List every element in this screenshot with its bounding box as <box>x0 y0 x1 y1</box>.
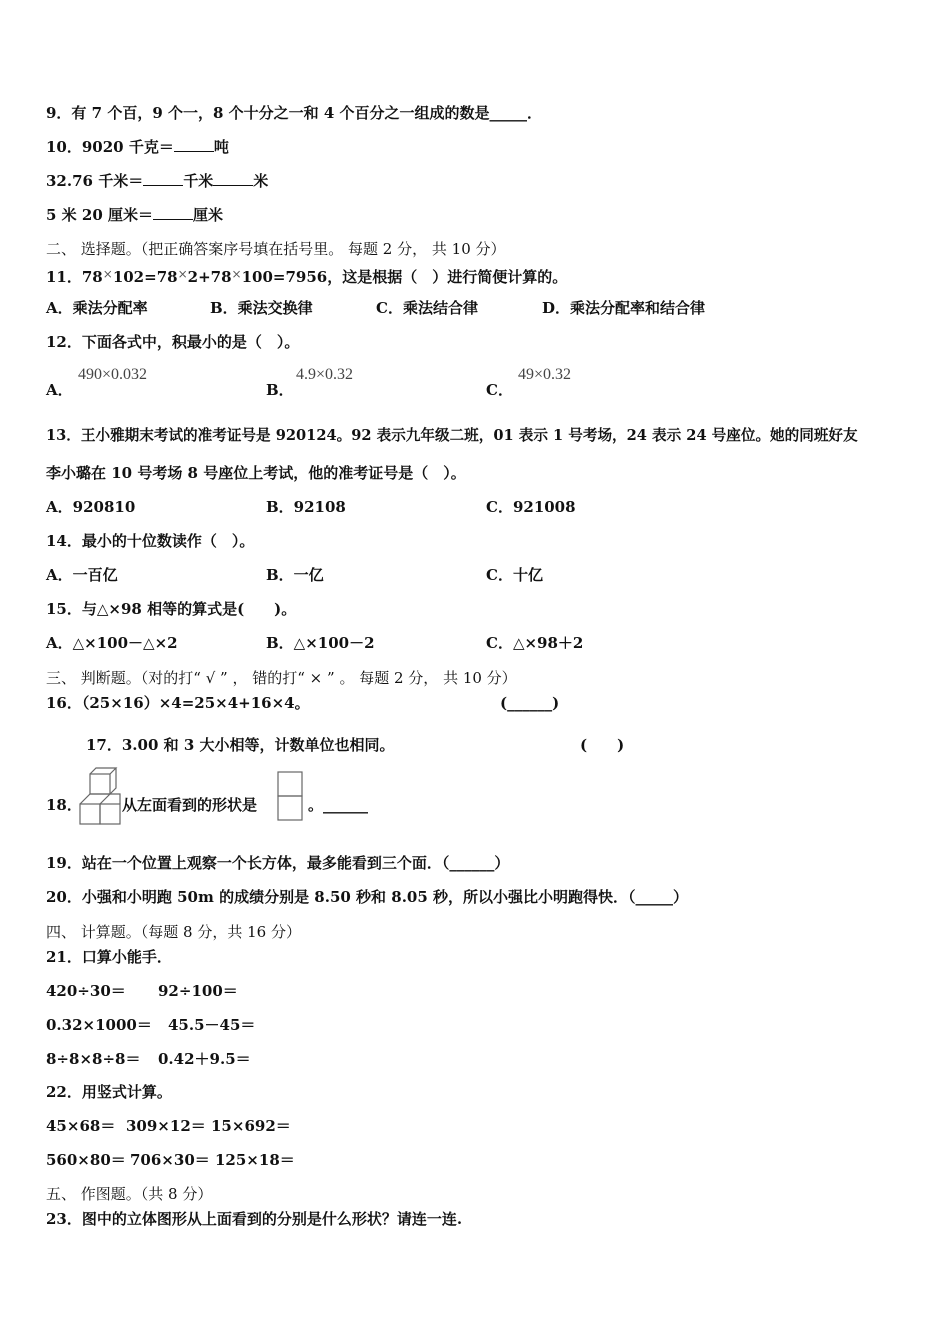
question-10-line-3 <box>46 205 223 225</box>
q12-option-b-label[interactable]: B． <box>266 381 294 399</box>
q11-option-d[interactable]: D．乘法分配率和结合律 <box>542 299 706 317</box>
question-11 <box>46 264 567 287</box>
question-16: 16．（25×16）×4=25×4+16×4。 <box>46 694 310 712</box>
q21-item: 8÷8×8÷8＝ <box>46 1050 141 1068</box>
q21-item: 0.32×1000＝ <box>46 1016 152 1034</box>
question-22: 22．用竖式计算。 <box>46 1083 172 1101</box>
q11-part-b: 102=78 <box>112 268 178 286</box>
times-sign: × <box>177 267 188 281</box>
q15-option-b[interactable]: B．△×100－2 <box>266 634 375 652</box>
q11-part-c: 2+78 <box>187 268 232 286</box>
bottom-left-cube-front <box>80 804 100 824</box>
q22-item: 560×80＝ <box>46 1151 126 1169</box>
q12-option-b-expr: 4.9×0.32 <box>296 366 354 383</box>
question-10-line-1 <box>46 137 229 157</box>
question-18-answer[interactable]: 。______ <box>308 796 369 814</box>
q16-answer-paren[interactable]: (______) <box>500 694 560 712</box>
two-square-shape-figure <box>276 770 304 824</box>
question-13-line-1: 13．王小雅期末考试的准考证号是 920124。92 表示九年级二班，01 表示 1 号考场，24 表示 24 号座位。她的同班好友 <box>46 427 858 444</box>
q11-option-a[interactable]: A．乘法分配率 <box>46 299 148 317</box>
q10-text-d: 千米 <box>183 172 214 190</box>
q21-item: 92÷100＝ <box>158 982 238 1000</box>
times-sign: × <box>102 267 113 281</box>
section-2-heading: 二、 选择题。（把正确答案序号填在括号里。 每题 2 分， 共 10 分） <box>46 240 506 258</box>
q12-option-a-label[interactable]: A． <box>46 381 73 399</box>
question-9: 9．有 7 个百，9 个一，8 个十分之一和 4 个百分之一组成的数是_____． <box>46 104 543 122</box>
upper-square <box>278 772 302 796</box>
q22-item: 15×692＝ <box>211 1117 291 1135</box>
question-14: 14．最小的十位数读作（ ）。 <box>46 532 255 550</box>
question-20: 20．小强和小明跑 50m 的成绩分别是 8.50 秒和 8.05 秒，所以小强比小明跑得快．（_____） <box>46 888 689 906</box>
q21-item: 0.42＋9.5＝ <box>158 1050 251 1068</box>
q22-item: 309×12＝ <box>126 1117 206 1135</box>
q10-text-b: 吨 <box>213 138 229 156</box>
top-cube-side <box>110 768 116 794</box>
bottom-right-cube-front <box>100 804 120 824</box>
question-10-line-2 <box>46 171 268 191</box>
q10-blank-3[interactable] <box>213 185 253 186</box>
q13-option-a[interactable]: A．920810 <box>46 498 136 516</box>
q22-item: 125×18＝ <box>215 1151 295 1169</box>
q15-option-c[interactable]: C．△×98＋2 <box>486 634 584 652</box>
q14-option-b[interactable]: B．一亿 <box>266 566 324 584</box>
lower-square <box>278 796 302 820</box>
q11-option-c[interactable]: C．乘法结合律 <box>376 299 478 317</box>
bottom-cube-edge <box>110 794 120 804</box>
question-18-number: 18． <box>46 796 82 814</box>
q11-option-b[interactable]: B．乘法交换律 <box>210 299 313 317</box>
q10-text-g: 厘米 <box>192 206 223 224</box>
question-17: 17．3.00 和 3 大小相等，计数单位也相同。 <box>86 736 395 754</box>
q13-option-b[interactable]: B．92108 <box>266 498 346 516</box>
q12-option-c-label[interactable]: C． <box>486 381 513 399</box>
q11-part-d: 100=7956，这是根据（ ）进行简便计算的。 <box>241 268 568 286</box>
section-4-heading: 四、 计算题。（每题 8 分，共 16 分） <box>46 923 301 941</box>
question-12: 12．下面各式中，积最小的是（ ）。 <box>46 333 300 351</box>
section-3-heading: 三、 判断题。（对的打“ √ ” ， 错的打“ × ” 。 每题 2 分， 共 10 分） <box>46 669 517 687</box>
question-15: 15．与△×98 相等的算式是( )。 <box>46 600 297 618</box>
q22-item: 45×68＝ <box>46 1117 116 1135</box>
stacked-cubes-figure <box>78 766 122 826</box>
question-21: 21．口算小能手． <box>46 948 172 966</box>
question-19: 19．站在一个位置上观察一个长方体，最多能看到三个面．（______） <box>46 854 510 872</box>
section-5-heading: 五、 作图题。（共 8 分） <box>46 1185 213 1203</box>
q21-item: 45.5－45＝ <box>168 1016 256 1034</box>
question-13-line-2: 李小璐在 10 号考场 8 号座位上考试，他的准考证号是（ ）。 <box>46 464 466 482</box>
q15-option-a[interactable]: A．△×100－△×2 <box>46 634 178 652</box>
q11-part-a: 11．78 <box>46 268 103 286</box>
times-sign: × <box>231 267 242 281</box>
q14-option-a[interactable]: A．一百亿 <box>46 566 118 584</box>
q14-option-c[interactable]: C．十亿 <box>486 566 543 584</box>
q22-item: 706×30＝ <box>130 1151 210 1169</box>
q10-text-c: 32.76 千米＝ <box>46 172 144 190</box>
top-cube-top <box>90 768 116 774</box>
q10-text-e: 米 <box>253 172 269 190</box>
q17-answer-paren[interactable]: ( ) <box>580 736 625 754</box>
bottom-cube-top <box>80 794 110 804</box>
question-18-text: 从左面看到的形状是 <box>122 796 258 814</box>
q21-item: 420÷30＝ <box>46 982 126 1000</box>
q10-text-f: 5 米 20 厘米＝ <box>46 206 153 224</box>
q10-blank-2[interactable] <box>143 185 183 186</box>
q12-option-a-expr: 490×0.032 <box>78 366 148 383</box>
top-cube-front <box>90 774 110 794</box>
q10-text-a: 10．9020 千克＝ <box>46 138 174 156</box>
q10-blank-4[interactable] <box>153 219 193 220</box>
question-23: 23．图中的立体图形从上面看到的分别是什么形状？请连一连. <box>46 1210 463 1228</box>
q12-option-c-expr: 49×0.32 <box>518 366 572 383</box>
q10-blank-1[interactable] <box>174 151 214 152</box>
q13-option-c[interactable]: C．921008 <box>486 498 576 516</box>
